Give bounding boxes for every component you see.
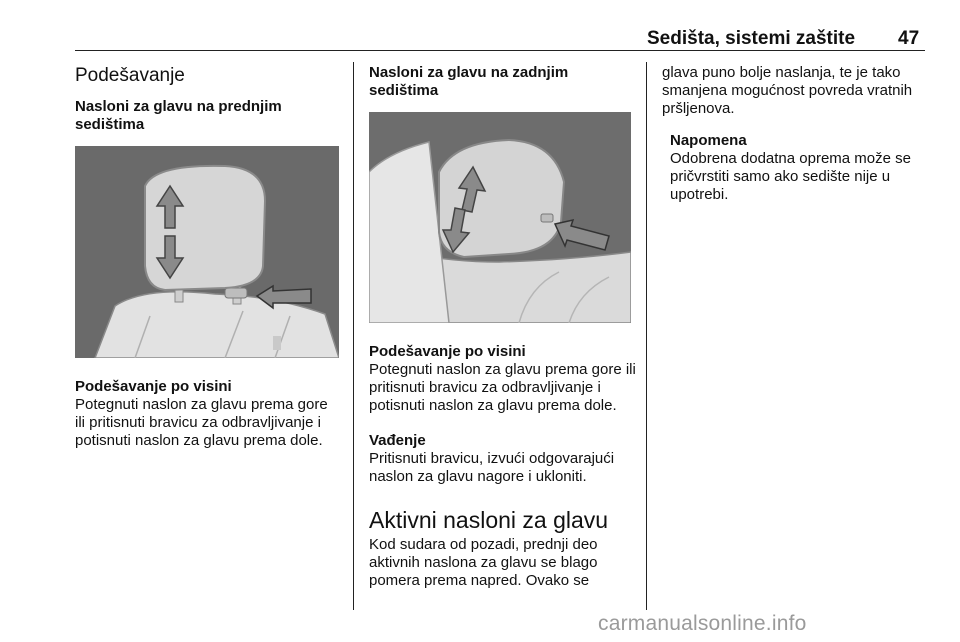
height-adjust-heading: Podešavanje po visini: [75, 378, 232, 395]
watermark: carmanualsonline.info: [598, 612, 807, 635]
column-1: [75, 64, 340, 450]
continued-text: glava puno bolje naslanja, te je tako smanjena mogućnost povreda vratnih pršljenova.: [662, 64, 913, 117]
rear-height-adjust-heading: Podešavanje po visini: [369, 343, 526, 360]
column-3: [662, 64, 932, 204]
rear-height-adjust-text: Potegnuti naslon za glavu prema gore ili pritisnuti bravicu za odbravljivanje i potisnuti naslon za glavu prema dole.: [369, 361, 636, 414]
note-text: Odobrena dodatna oprema može se pričvrstiti samo ako sedište nije u upotrebi.: [670, 150, 911, 203]
active-headrests-text: Kod sudara od pozadi, prednji deo aktivnih naslona za glavu se blago pomera prema napred. Ovako se: [369, 536, 598, 589]
running-header: Sedišta, sistemi zaštite: [647, 28, 856, 49]
column-divider-2: [646, 62, 647, 610]
column-divider-1: [353, 62, 354, 610]
front-headrest-figure: [75, 146, 339, 358]
section-title: Podešavanje: [75, 65, 185, 86]
removal-text: Pritisnuti bravicu, izvući odgovarajući naslon za glavu nagore i ukloniti.: [369, 450, 615, 485]
page-number: 47: [898, 28, 920, 49]
removal-heading: Vađenje: [369, 432, 426, 449]
column-2: [369, 64, 639, 590]
front-headrest-subtitle: Nasloni za glavu na prednjim sedištima: [75, 98, 282, 133]
rear-headrest-subtitle: Nasloni za glavu na zadnjim sedištima: [369, 64, 569, 99]
active-headrests-title: Aktivni nasloni za glavu: [369, 507, 609, 533]
header-rule: [75, 50, 925, 51]
note-heading: Napomena: [670, 132, 747, 149]
rear-headrest-figure: [369, 112, 631, 323]
height-adjust-text: Potegnuti naslon za glavu prema gore ili pritisnuti bravicu za odbravljivanje i potisnuti naslon za glavu prema dole.: [75, 396, 328, 449]
